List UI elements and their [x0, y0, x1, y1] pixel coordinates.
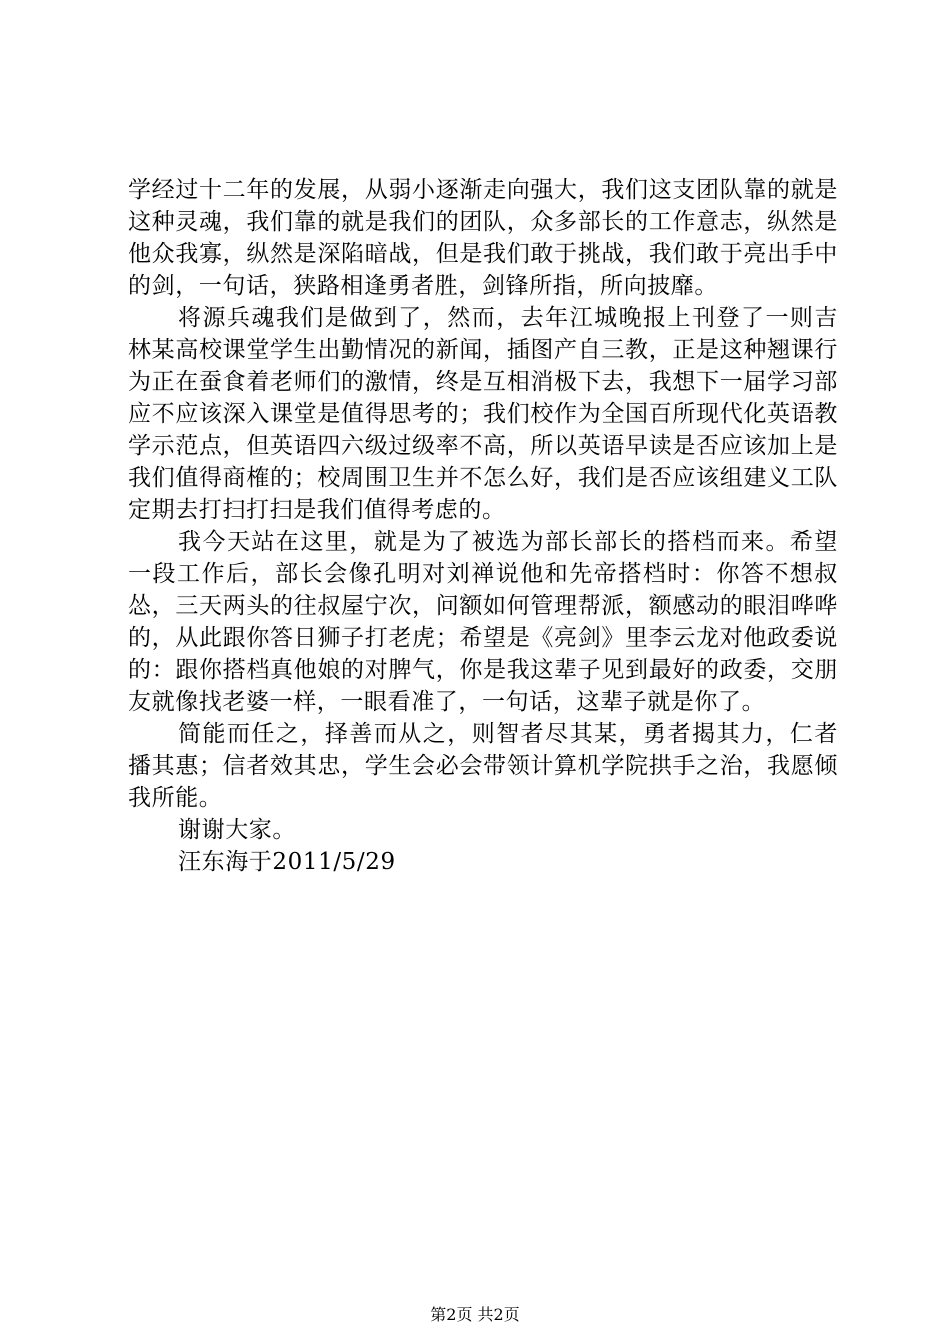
document-body — [128, 174, 838, 878]
paragraph-continuation: 学经过十二年的发展，从弱小逐渐走向强大，我们这支团队靠的就是这种灵魂，我们靠的就是我们的团队，众多部长的工作意志，纵然是他众我寡，纵然是深陷暗战，但是我们敢于挑战，我们敢于亮出手中的剑，一句话，狭路相逢勇者胜，剑锋所指，所向披靡。 — [128, 177, 838, 299]
signature-date: 汪东海于2011/5/29 — [178, 849, 396, 875]
paragraph-partner-hope: 我今天站在这里，就是为了被选为部长部长的搭档而来。希望一段工作后，部长会像孔明对刘禅说他和先帝搭档时：你答不想叔怂，三天两头的往叔屋宁次，问额如何管理帮派，额感动的眼泪哗哗的，从此跟你答日狮子打老虎；希望是《亮剑》里李云龙对他政委说的：跟你搭档真他娘的对脾气，你是我这辈子见到最好的政委，交朋友就像找老婆一样，一眼看准了，一句话，这辈子就是你了。 — [128, 529, 838, 715]
paragraph-pledge: 简能而任之，择善而从之，则智者尽其某，勇者揭其力，仁者播其惠；信者效其忠，学生会必会带领计算机学院拱手之治，我愿倾我所能。 — [128, 721, 838, 811]
paragraph-campus-issues: 将源兵魂我们是做到了，然而，去年江城晚报上刊登了一则吉林某高校课堂学生出勤情况的新闻，插图产自三教，正是这种翘课行为正在蚕食着老师们的激情，终是互相消极下去，我想下一届学习部应不应该深入课堂是值得思考的；我们校作为全国百所现代化英语教学示范点，但英语四六级过级率不高，所以英语早读是否应该加上是我们值得商榷的；校周围卫生并不怎么好，我们是否应该组建义工队定期去打扫打扫是我们值得考虑的。 — [128, 305, 838, 523]
closing-thanks: 谢谢大家。 — [178, 817, 296, 843]
page-number-footer: 第2页 共2页 — [430, 1305, 520, 1324]
